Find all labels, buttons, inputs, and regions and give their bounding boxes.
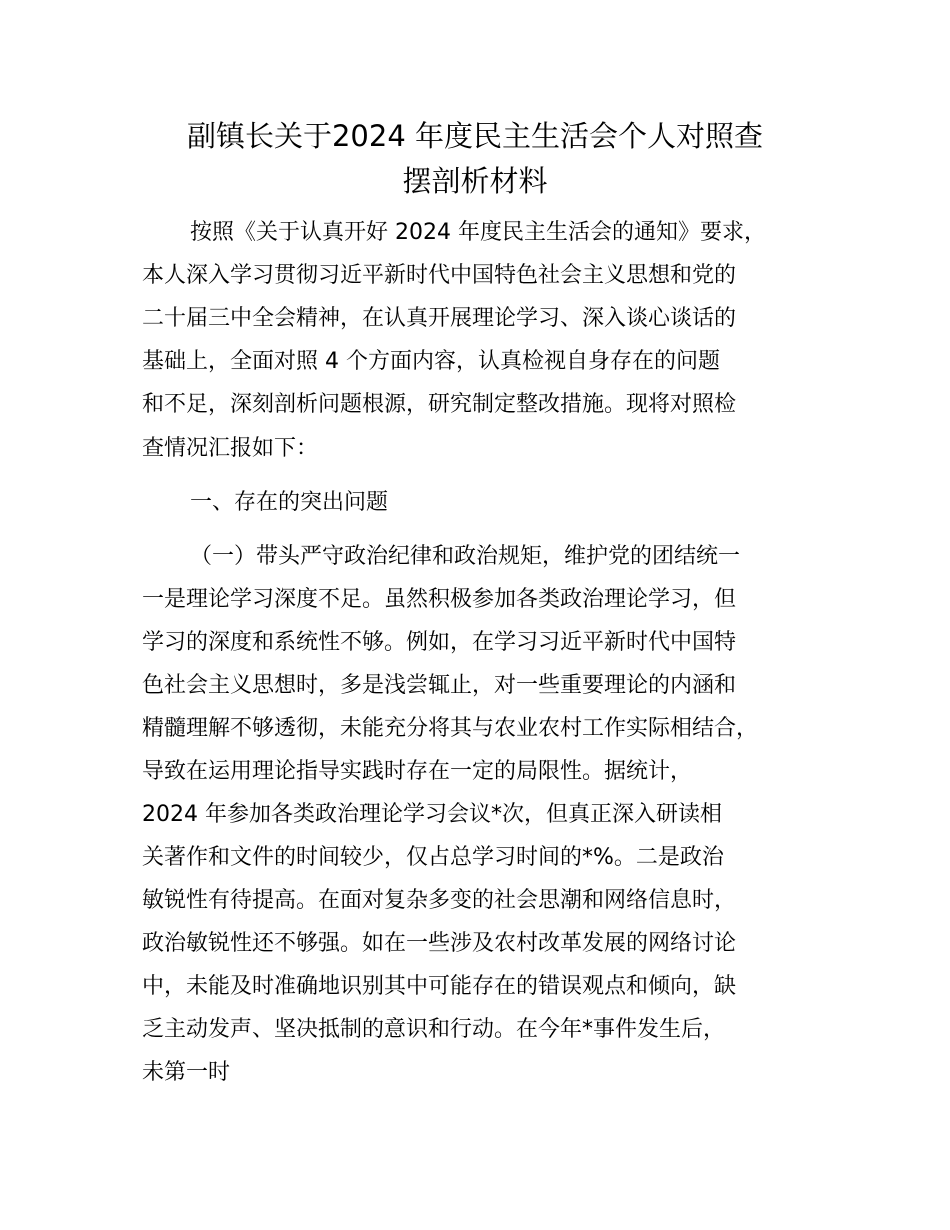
- paragraph-intro-line-6: 查情况汇报如下：: [142, 436, 319, 461]
- paragraph-body-line-10: 中，未能及时准确地识别其中可能存在的错误观点和倾向，缺: [142, 974, 737, 999]
- document-title-line-1: 副镇长关于2024 年度民主生活会个人对照查: [186, 119, 764, 153]
- paragraph-body-line-11: 乏主动发声、坚决抵制的意识和行动。在今年*事件发生后，: [142, 1017, 726, 1042]
- paragraph-intro-line-1: 按照《关于认真开好 2024 年度民主生活会的通知》要求，: [190, 220, 766, 245]
- paragraph-body-line-9: 政治敏锐性还不够强。如在一些涉及农村改革发展的网络讨论: [142, 931, 737, 956]
- paragraph-body-line-8: 敏锐性有待提高。在面对复杂多变的社会思潮和网络信息时，: [142, 888, 737, 913]
- subsection-heading-1: （一）带头严守政治纪律和政治规矩，维护党的团结统一: [190, 544, 741, 569]
- paragraph-body-line-12: 未第一时: [142, 1060, 231, 1085]
- section-heading-1: 一、存在的突出问题: [190, 490, 389, 515]
- paragraph-intro-line-3: 二十届三中全会精神，在认真开展理论学习、深入谈心谈话的: [142, 306, 737, 331]
- paragraph-intro-line-5: 和不足，深刻剖析问题根源，研究制定整改措施。现将对照检: [142, 392, 737, 417]
- document-title-line-2: 摆剖析材料: [402, 164, 548, 198]
- paragraph-intro-line-4: 基础上，全面对照 4 个方面内容，认真检视自身存在的问题: [142, 349, 720, 374]
- paragraph-body-line-7: 关著作和文件的时间较少，仅占总学习时间的*%。二是政治: [142, 845, 724, 870]
- paragraph-body-line-4: 精髓理解不够透彻，未能充分将其与农业农村工作实际相结合，: [142, 716, 759, 741]
- paragraph-body-line-3: 色社会主义思想时，多是浅尝辄止，对一些重要理论的内涵和: [142, 673, 737, 698]
- paragraph-body-line-1: 一是理论学习深度不足。虽然积极参加各类政治理论学习，但: [142, 587, 737, 612]
- paragraph-body-line-2: 学习的深度和系统性不够。例如，在学习习近平新时代中国特: [142, 630, 737, 655]
- paragraph-intro-line-2: 本人深入学习贯彻习近平新时代中国特色社会主义思想和党的: [142, 263, 737, 288]
- paragraph-body-line-5: 导致在运用理论指导实践时存在一定的局限性。据统计，: [142, 759, 693, 784]
- paragraph-body-line-6: 2024 年参加各类政治理论学习会议*次，但真正深入研读相: [142, 802, 722, 827]
